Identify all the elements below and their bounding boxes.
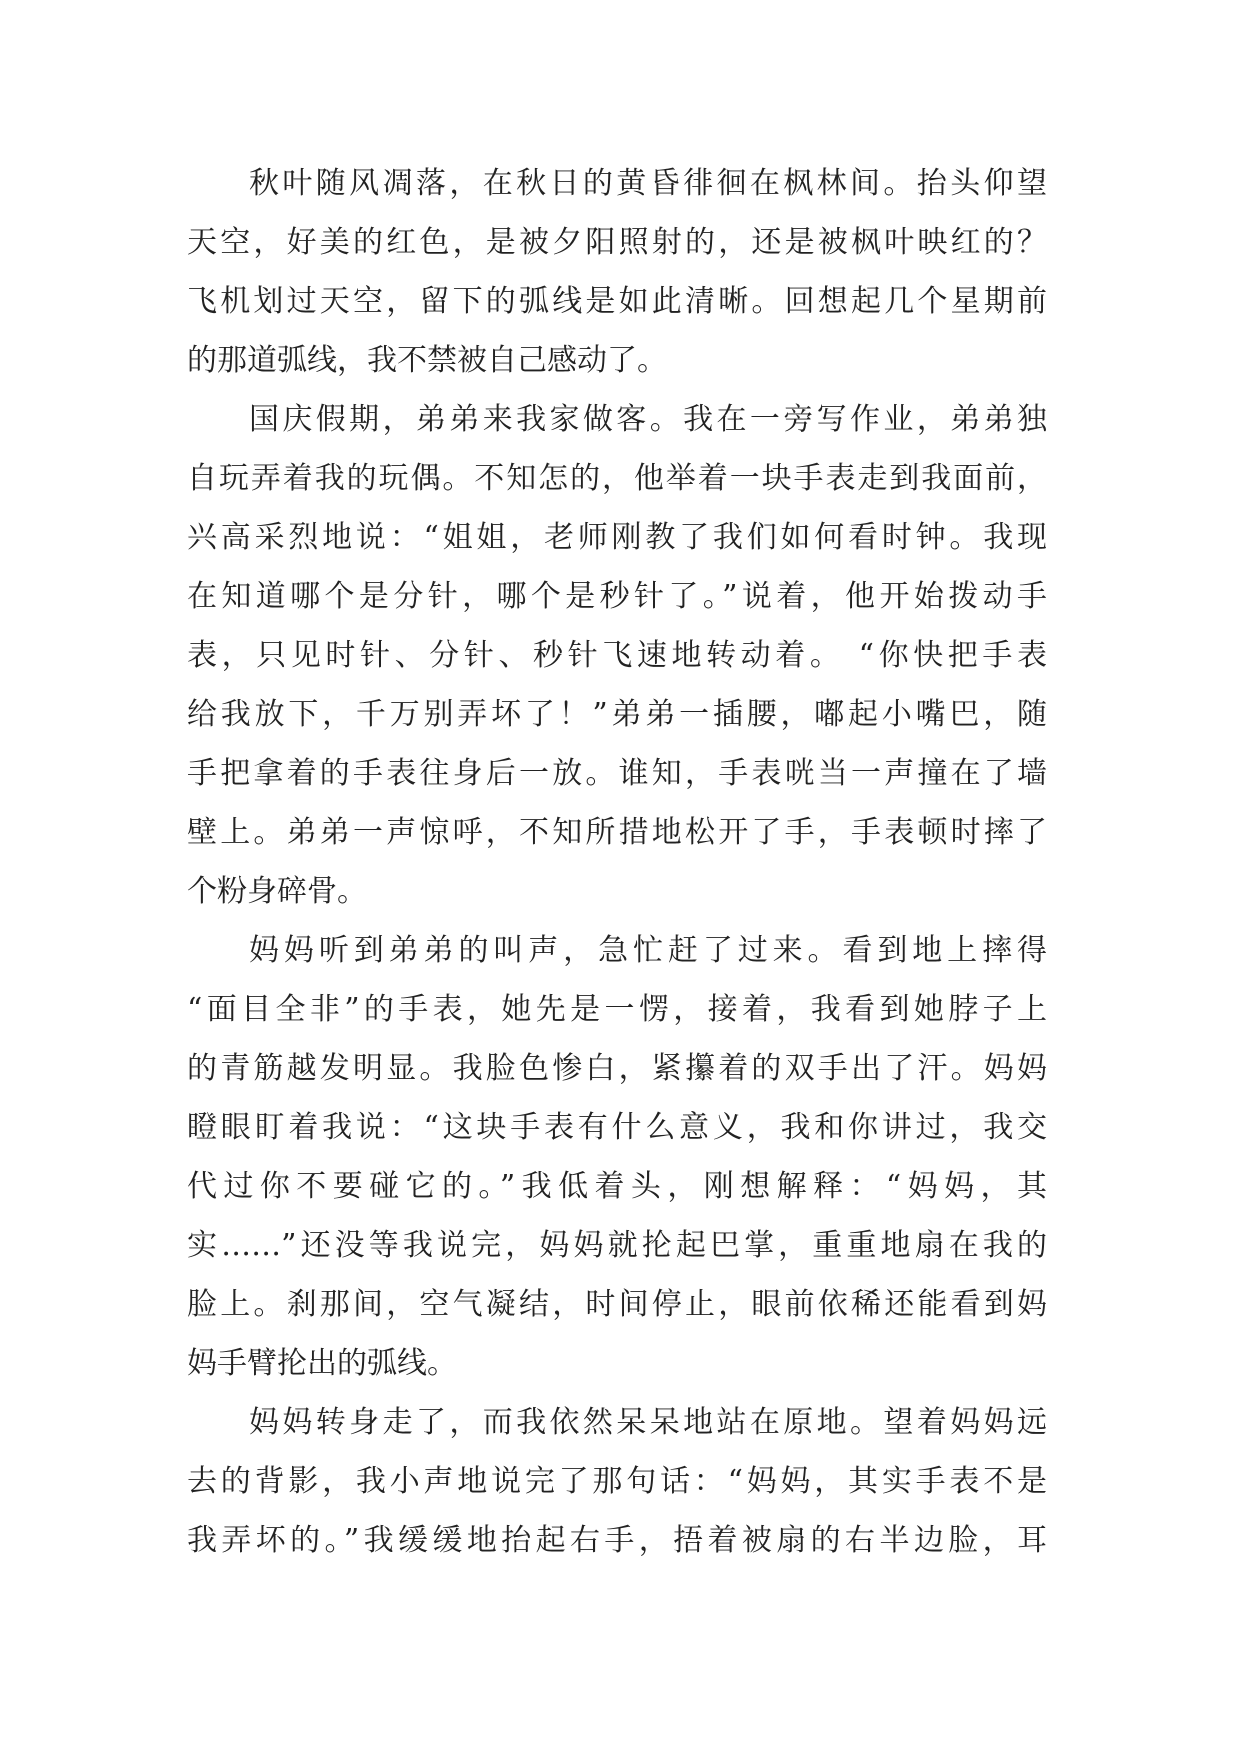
- text-line: 给我放下，千万别弄坏了！”弟弟一插腰，嘟起小嘴巴，随: [187, 697, 1047, 732]
- text-line: 的那道弧线，我不禁被自己感动了。: [187, 343, 667, 378]
- text-line: 手把拿着的手表往身后一放。谁知，手表咣当一声撞在了墙: [187, 756, 1047, 791]
- paragraph: [187, 1393, 1047, 1570]
- paragraph: [187, 154, 1047, 390]
- text-line: 飞机划过天空，留下的弧线是如此清晰。回想起几个星期前: [187, 284, 1047, 319]
- text-line: 秋叶随风凋落，在秋日的黄昏徘徊在枫林间。抬头仰望: [249, 166, 1047, 201]
- text-line: 代过你不要碰它的。”我低着头，刚想解释：“妈妈，其: [187, 1169, 1047, 1204]
- text-line: 瞪眼盯着我说：“这块手表有什么意义，我和你讲过，我交: [187, 1110, 1047, 1145]
- text-line: 兴高采烈地说：“姐姐，老师刚教了我们如何看时钟。我现: [187, 520, 1047, 555]
- text-line: 妈妈转身走了，而我依然呆呆地站在原地。望着妈妈远: [249, 1405, 1047, 1440]
- paragraph: [187, 390, 1047, 921]
- text-line: “面目全非”的手表，她先是一愣，接着，我看到她脖子上: [187, 992, 1047, 1027]
- text-line: 妈妈听到弟弟的叫声，急忙赶了过来。看到地上摔得: [249, 933, 1047, 968]
- paragraph: [187, 921, 1047, 1393]
- text-line: 国庆假期，弟弟来我家做客。我在一旁写作业，弟弟独: [249, 402, 1047, 437]
- text-line: 自玩弄着我的玩偶。不知怎的，他举着一块手表走到我面前，: [187, 461, 1047, 496]
- text-line: 表，只见时针、分针、秒针飞速地转动着。 “你快把手表: [187, 638, 1047, 673]
- text-line: 脸上。刹那间，空气凝结，时间停止，眼前依稀还能看到妈: [187, 1287, 1047, 1322]
- text-line: 妈手臂抡出的弧线。: [187, 1346, 457, 1381]
- text-line: 个粉身碎骨。: [187, 874, 367, 909]
- text-line: 的青筋越发明显。我脸色惨白，紧攥着的双手出了汗。妈妈: [187, 1051, 1047, 1086]
- document-page: [187, 154, 1047, 1570]
- text-line: 我弄坏的。”我缓缓地抬起右手，捂着被扇的右半边脸，耳: [187, 1523, 1047, 1558]
- text-line: 实……”还没等我说完，妈妈就抡起巴掌，重重地扇在我的: [187, 1228, 1047, 1263]
- text-line: 在知道哪个是分针，哪个是秒针了。”说着，他开始拨动手: [187, 579, 1047, 614]
- text-line: 天空，好美的红色，是被夕阳照射的，还是被枫叶映红的？: [187, 225, 1047, 260]
- text-line: 壁上。弟弟一声惊呼，不知所措地松开了手，手表顿时摔了: [187, 815, 1047, 850]
- text-line: 去的背影，我小声地说完了那句话：“妈妈，其实手表不是: [187, 1464, 1047, 1499]
